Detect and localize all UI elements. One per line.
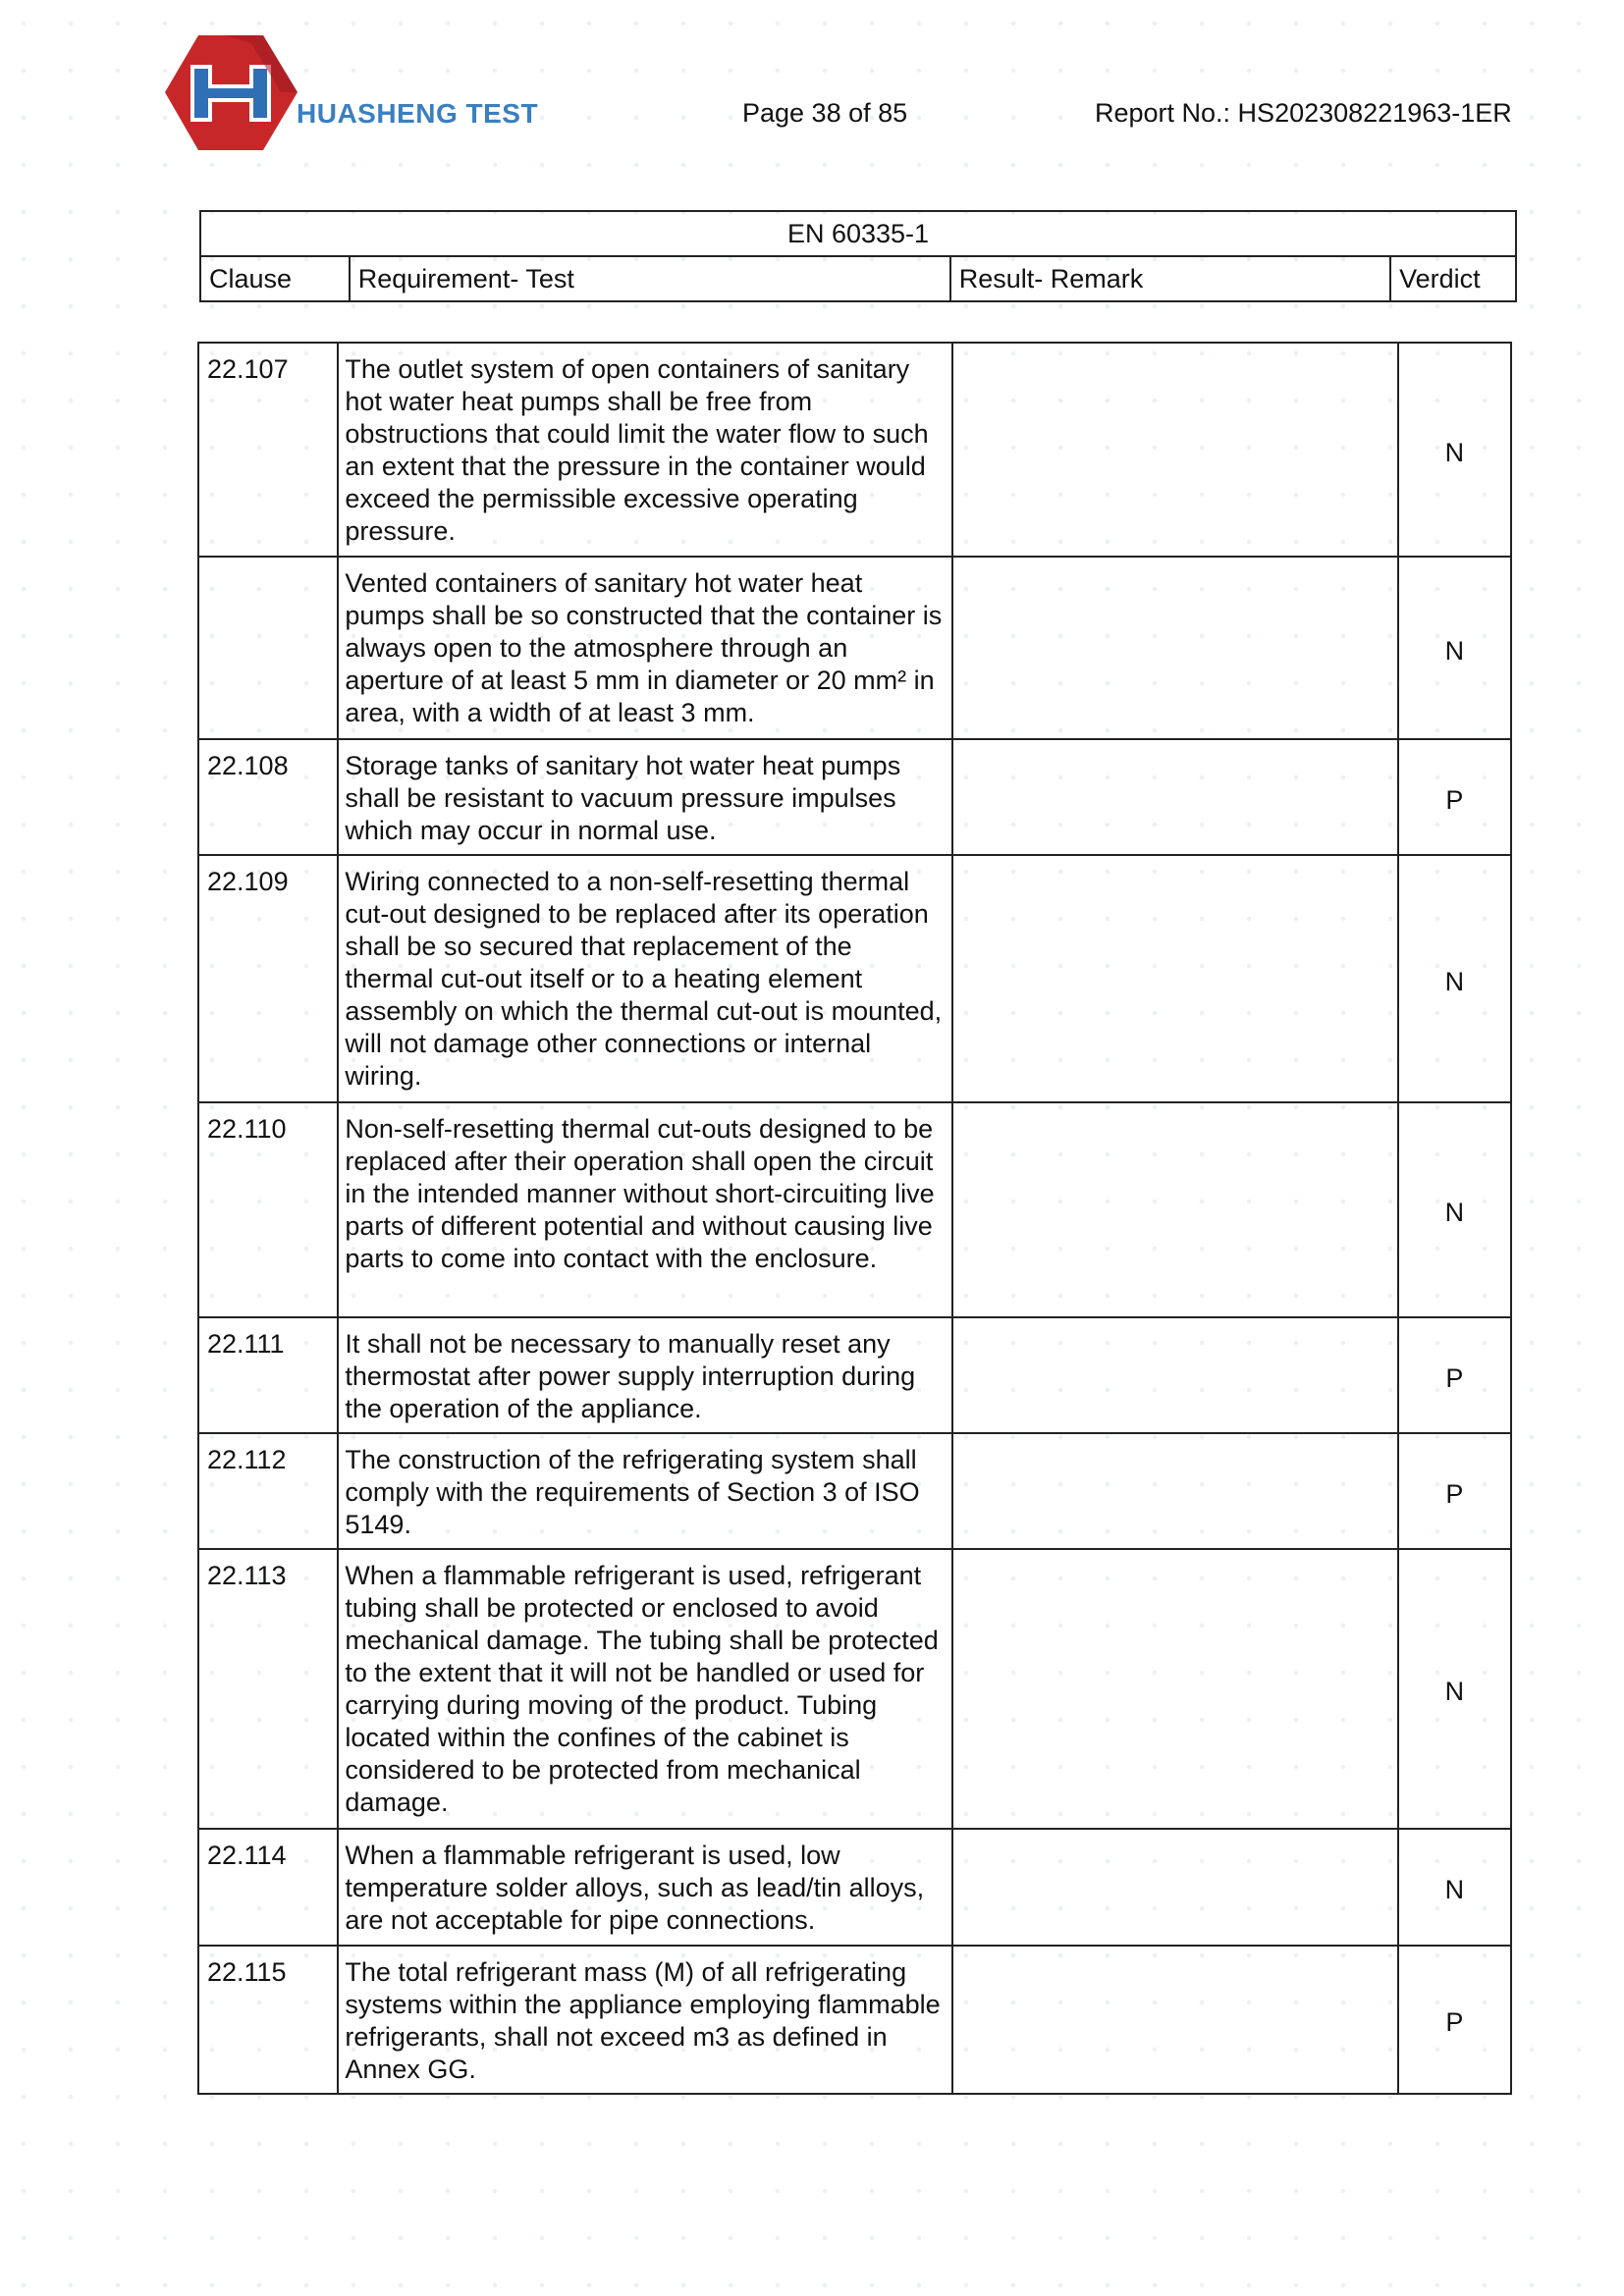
column-header-requirement: Requirement- Test (350, 256, 950, 301)
verdict: N (1398, 557, 1511, 739)
huasheng-logo-icon (165, 35, 298, 150)
clause-number: 22.110 (198, 1102, 338, 1317)
clause-number: 22.111 (198, 1317, 338, 1433)
table-row (198, 1829, 1511, 1946)
verdict: N (1398, 1102, 1511, 1317)
requirement-text: When a flammable refrigerant is used, low temperature solder alloys, such as lead/tin alloys, are not acceptable for pipe connections. (338, 1829, 952, 1946)
clause-number: 22.112 (198, 1433, 338, 1549)
verdict: P (1398, 739, 1511, 855)
clause-number: 22.113 (198, 1549, 338, 1829)
verdict: N (1398, 1829, 1511, 1946)
remark-text (952, 1549, 1397, 1829)
table-row (198, 343, 1511, 557)
column-header-verdict: Verdict (1390, 256, 1516, 301)
clause-number: 22.107 (198, 343, 338, 557)
remark-text (952, 1829, 1397, 1946)
brand-name: HUASHENG TEST (297, 98, 539, 129)
clause-number: 22.115 (198, 1946, 338, 2094)
column-header-clause: Clause (200, 256, 350, 301)
requirement-text: It shall not be necessary to manually reset any thermostat after power supply interruption during the operation of the appliance. (338, 1317, 952, 1433)
remark-text (952, 557, 1397, 739)
requirement-text: Storage tanks of sanitary hot water heat pumps shall be resistant to vacuum pressure impulses which may occur in normal use. (338, 739, 952, 855)
verdict: N (1398, 1549, 1511, 1829)
remark-text (952, 739, 1397, 855)
report-number: Report No.: HS202308221963-1ER (1095, 98, 1512, 128)
requirement-text: The total refrigerant mass (M) of all refrigerating systems within the appliance employing flammable refrigerants, shall not exceed m3 as defined in Annex GG. (338, 1946, 952, 2094)
requirement-text: Vented containers of sanitary hot water heat pumps shall be so constructed that the container is always open to the atmosphere through an aperture of at least 5 mm in diameter or 20 mm² in area, with a width of at least 3 mm. (338, 557, 952, 739)
remark-text (952, 1946, 1397, 2094)
clauses-table (197, 342, 1512, 2095)
table-row (198, 557, 1511, 739)
requirement-text: When a flammable refrigerant is used, refrigerant tubing shall be protected or enclosed to avoid mechanical damage. The tubing shall be protected to the extent that it will not be handled or used for carrying during moving of the product. Tubing located within the confines of the cabinet is considered to be protected from mechanical damage. (338, 1549, 952, 1829)
table-row (198, 1102, 1511, 1317)
table-row (198, 739, 1511, 855)
clause-number: 22.114 (198, 1829, 338, 1946)
table-row (198, 1549, 1511, 1829)
column-header-remark: Result- Remark (950, 256, 1390, 301)
verdict: N (1398, 855, 1511, 1102)
remark-text (952, 1433, 1397, 1549)
standard-header-table (199, 210, 1517, 302)
table-row (198, 1946, 1511, 2094)
table-row (198, 1433, 1511, 1549)
requirement-text: Non-self-resetting thermal cut-outs designed to be replaced after their operation shall open the circuit in the intended manner without short-circuiting live parts of different potential and without causing live parts to come into contact with the enclosure. (338, 1102, 952, 1317)
clause-number: 22.108 (198, 739, 338, 855)
remark-text (952, 343, 1397, 557)
requirement-text: The outlet system of open containers of sanitary hot water heat pumps shall be free from obstructions that could limit the water flow to such an extent that the pressure in the container would exceed the permissible excessive operating pressure. (338, 343, 952, 557)
requirement-text: Wiring connected to a non-self-resetting thermal cut-out designed to be replaced after its operation shall be so secured that replacement of the thermal cut-out itself or to a heating element assembly on which the thermal cut-out is mounted, will not damage other connections or internal wiring. (338, 855, 952, 1102)
remark-text (952, 855, 1397, 1102)
remark-text (952, 1102, 1397, 1317)
requirement-text: The construction of the refrigerating system shall comply with the requirements of Section 3 of ISO 5149. (338, 1433, 952, 1549)
verdict: P (1398, 1433, 1511, 1549)
remark-text (952, 1317, 1397, 1433)
table-row (198, 1317, 1511, 1433)
verdict: P (1398, 1946, 1511, 2094)
table-row (198, 855, 1511, 1102)
clause-number: 22.109 (198, 855, 338, 1102)
verdict: N (1398, 343, 1511, 557)
verdict: P (1398, 1317, 1511, 1433)
standard-title: EN 60335-1 (200, 211, 1516, 256)
page-number: Page 38 of 85 (742, 98, 908, 128)
clause-number (198, 557, 338, 739)
